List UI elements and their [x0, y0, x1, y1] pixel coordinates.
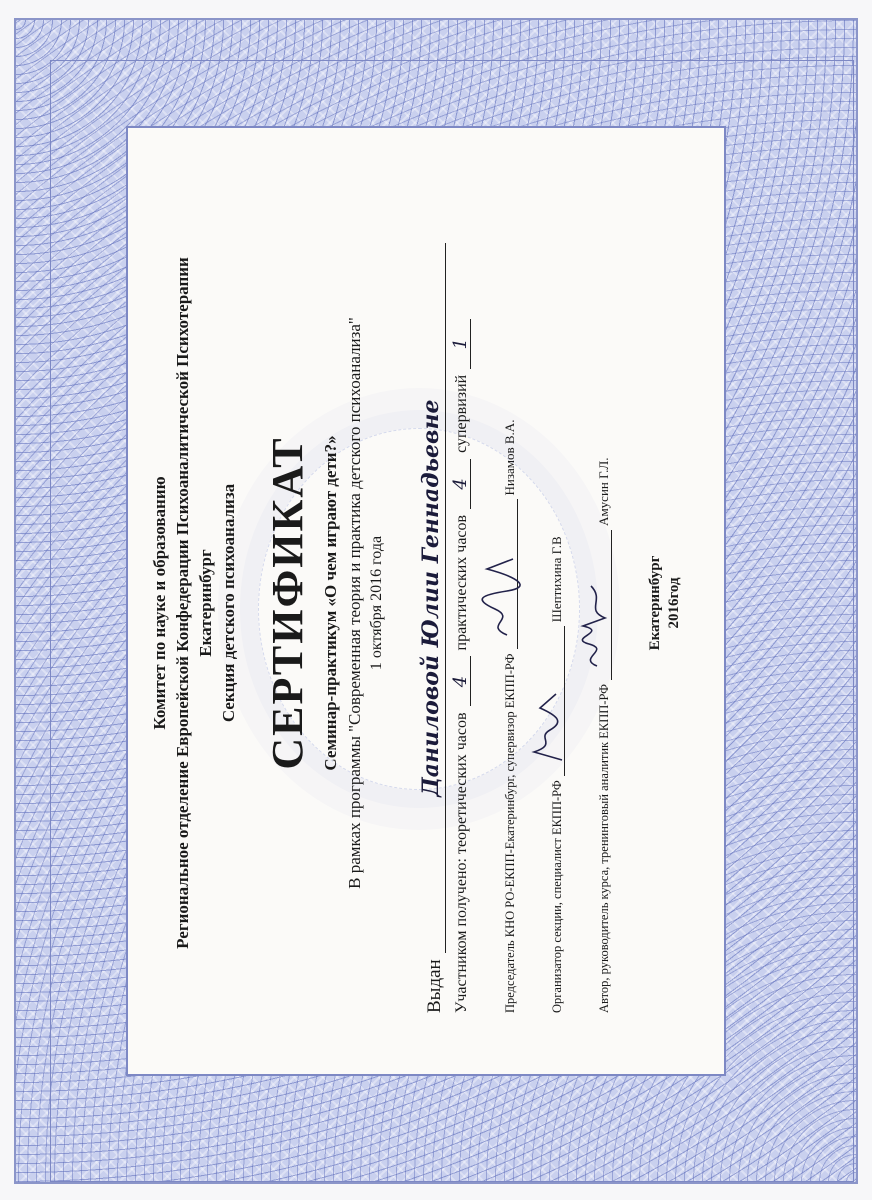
- footer-city: Екатеринбург: [647, 555, 663, 651]
- program-name: В рамках программы "Современная теория и практика детского психоанализа": [345, 317, 364, 889]
- practical-hours-value: 4: [452, 459, 471, 509]
- supervision-value: 1: [452, 319, 471, 369]
- header-organization: Региональное отделение Европейской Конфедерации Психоаналитической Психотерапии: [173, 257, 192, 949]
- signatory-row: [491, 153, 518, 1053]
- signatory-name: Шептихина Г.В: [549, 536, 564, 623]
- signatory-name: Низамов В.А.: [502, 419, 517, 496]
- hours-row: [452, 153, 471, 1053]
- signatory-row: [538, 153, 565, 1053]
- event-date: 1 октября 2016 года: [368, 535, 385, 671]
- signatory-row: [585, 153, 612, 1053]
- signatory-role: Автор, руководитель курса, тренинговый аналитик ЕКПП-РФ: [597, 683, 611, 1013]
- practical-hours-label: практических часов: [453, 514, 470, 651]
- issued-label: Выдан: [424, 959, 445, 1013]
- header-city: Екатеринбург: [196, 549, 215, 657]
- certificate-title: СЕРТИФИКАТ: [263, 436, 312, 770]
- certificate-field: [126, 126, 726, 1076]
- signatory-role: Председатель КНО РО-ЕКПП-Екатеринбург, супервизор ЕКПП-РФ: [503, 653, 517, 1013]
- signatory-name: Амусин Г.Л.: [596, 457, 611, 526]
- signature-mark: [528, 686, 568, 766]
- supervision-label: супервизий: [453, 374, 470, 453]
- certificate-content: [148, 153, 708, 1053]
- footer-block: [646, 153, 684, 1053]
- signature-mark: [477, 549, 521, 639]
- header-block: [148, 153, 240, 1053]
- theoretical-hours-value: 4: [452, 656, 471, 706]
- signature-line: [585, 530, 612, 680]
- issued-to-row: [418, 153, 446, 1053]
- signature-line: [491, 499, 518, 649]
- signatory-role: Организатор секции, специалист ЕКПП-РФ: [550, 780, 564, 1013]
- footer-year: 2016год: [666, 577, 682, 629]
- header-section: Секция детского психоанализа: [219, 483, 238, 723]
- signature-mark: [575, 580, 615, 670]
- recipient-name: Даниловой Юлии Геннадьевне: [418, 243, 446, 953]
- header-committee: Комитет по науке и образованию: [150, 476, 169, 730]
- seminar-name: Семинар-практикум «О чем играют дети?»: [321, 435, 340, 771]
- signature-line: [538, 626, 565, 776]
- hours-prefix: Участником получено: теоретических часов: [453, 712, 470, 1013]
